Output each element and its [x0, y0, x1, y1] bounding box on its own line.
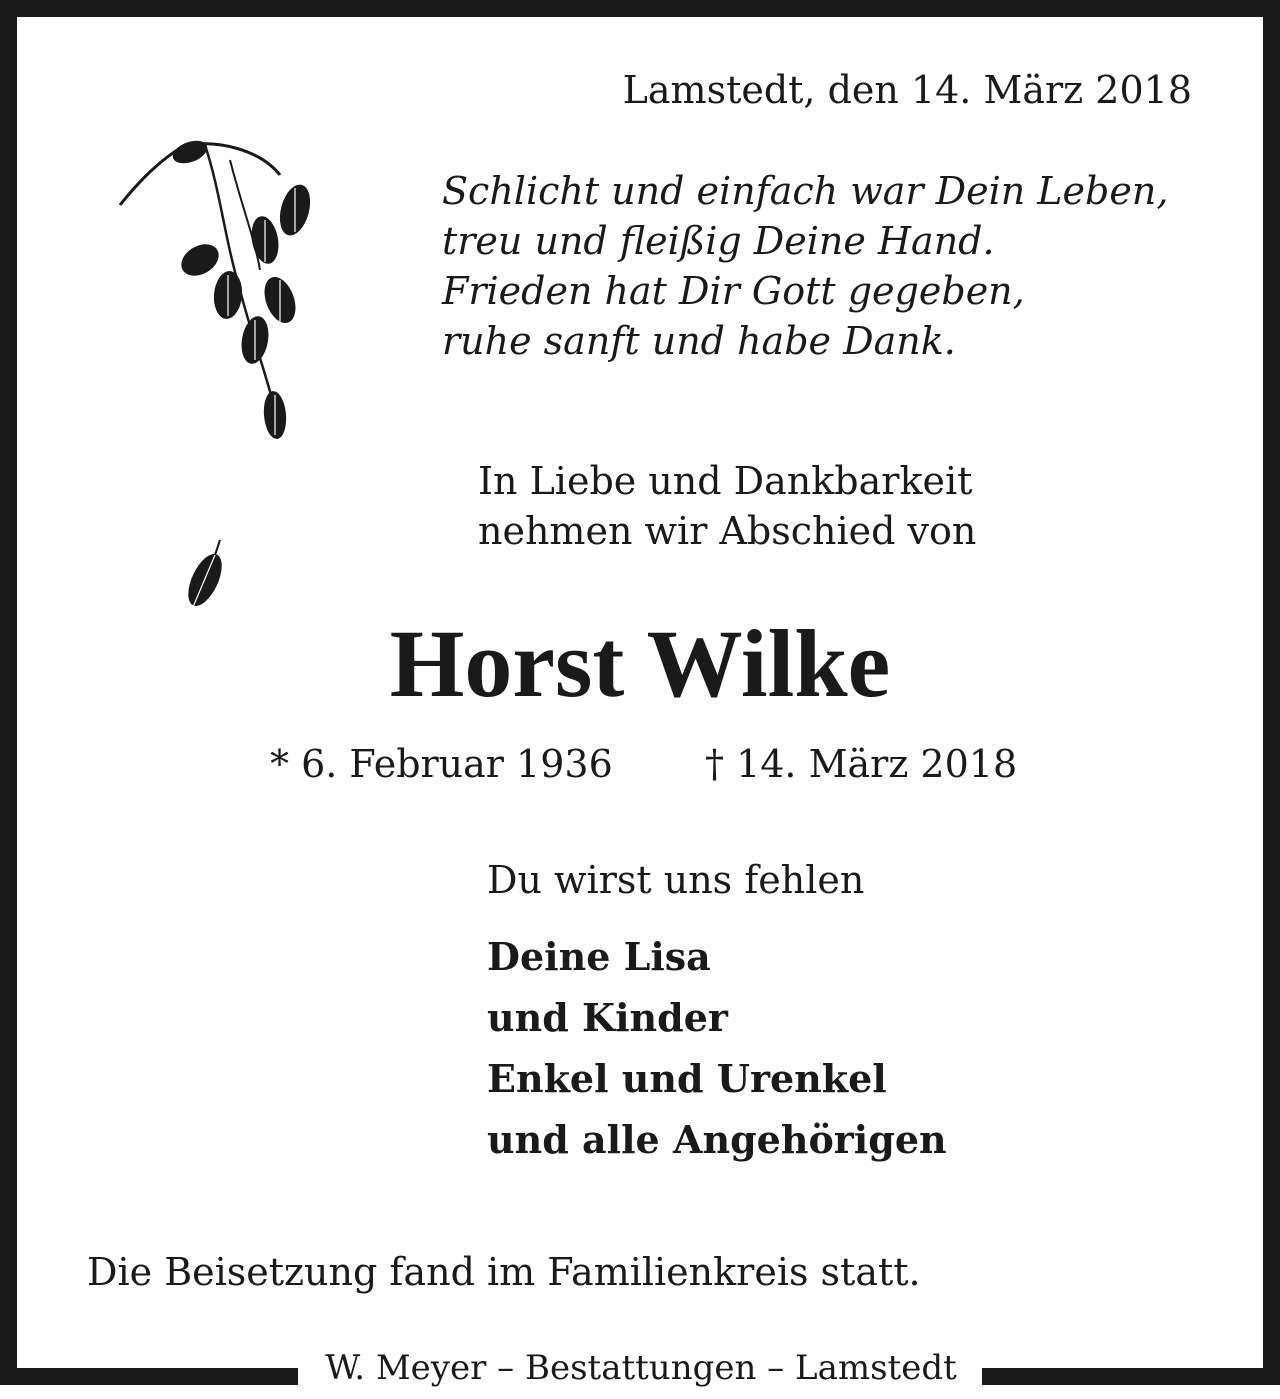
poem-line: ruhe sanft und habe Dank. [442, 319, 956, 363]
border-top [0, 0, 1280, 17]
death-date: † 14. März 2018 [705, 742, 1018, 786]
border-bottom-right [982, 1368, 1280, 1385]
family-member: Enkel und Urenkel [487, 1056, 887, 1101]
burial-note: Die Beisetzung fand im Familienkreis statt. [87, 1250, 921, 1294]
place-date: Lamstedt, den 14. März 2018 [622, 68, 1192, 112]
family-list [487, 926, 947, 1170]
intro-line: nehmen wir Abschied von [478, 509, 977, 553]
intro-line: In Liebe und Dankbarkeit [478, 459, 973, 503]
deceased-name: Horst Wilke [389, 610, 891, 717]
birth-date: * 6. Februar 1936 [270, 742, 613, 786]
closing-line: Du wirst uns fehlen [487, 858, 865, 902]
leaf-branch-icon [110, 130, 340, 460]
poem [442, 166, 1168, 366]
poem-line: Frieden hat Dir Gott gegeben, [442, 269, 1025, 313]
poem-line: Schlicht und einfach war Dein Leben, [442, 169, 1169, 213]
funeral-home-footer: W. Meyer – Bestattungen – Lamstedt [325, 1348, 957, 1388]
family-member: und alle Angehörigen [487, 1117, 947, 1162]
intro-text [478, 456, 976, 556]
border-bottom-left [0, 1368, 298, 1385]
poem-line: treu und fleißig Deine Hand. [442, 219, 995, 263]
family-member: und Kinder [487, 995, 728, 1040]
family-member: Deine Lisa [487, 934, 711, 979]
